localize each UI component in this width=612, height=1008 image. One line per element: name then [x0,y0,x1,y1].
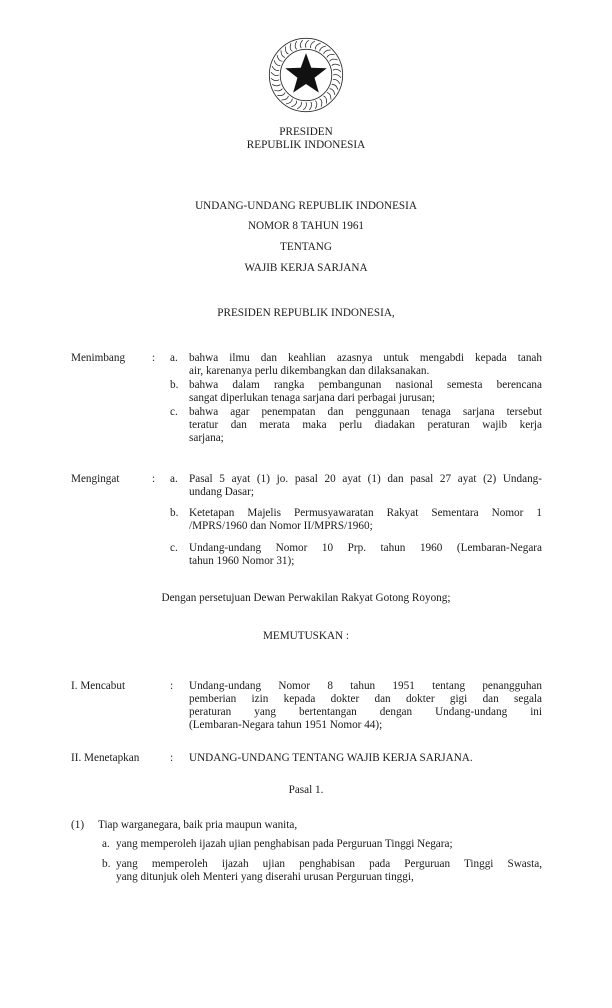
persetujuan: Dengan persetujuan Dewan Perwakilan Rakyat Gotong Royong; [161,592,451,604]
emblem-leaf [324,50,331,54]
emblem-leaf [274,89,282,91]
emblem-leaf [300,40,302,48]
emblem-leaf [305,40,308,48]
emblem-leaf [315,101,317,109]
mencabut-line-3: peraturan yang bertentangan dengan Undang-undang ini [189,706,542,718]
emblem-leaf [327,93,331,100]
menimbang-label: Menimbang [71,352,126,364]
header-republik: REPUBLIK INDONESIA [246,139,366,151]
mengingat-b-marker: b. [170,507,179,519]
emblem-leaf [277,93,285,96]
pasal-1-b-line-1: yang memperoleh ijazah ujian penghabisan pada Perguruan Tinggi Swasta, [116,858,542,870]
emblem-leaf [309,102,311,110]
menimbang-c-marker: c. [170,406,178,418]
title-line-1: UNDANG-UNDANG REPUBLIK INDONESIA [195,200,417,212]
mengingat-c-line-1: Undang-undang Nomor 10 Prp. tahun 1960 (Lembaran-Negara [189,542,542,554]
pasal-1-intro: Tiap warganegara, baik pria maupun wanita, [98,819,298,831]
menimbang-c-line-3: sarjana; [189,432,224,444]
menimbang-a-line-1: bahwa ilmu dan keahlian azasnya untuk mengabdi kepada tanah [189,352,542,364]
emblem-leaf [315,43,320,49]
emblem-leaf [330,89,335,95]
emblem-leaf [271,72,279,75]
emblem-leaf [297,102,301,109]
menimbang-b-marker: b. [170,379,179,391]
emblem-leaf [285,46,288,54]
mencabut-label: I. Mencabut [71,680,126,692]
emblem-leaf [332,64,340,66]
mengingat-a-line-1: Pasal 5 ayat (1) jo. pasal 20 ayat (1) dan pasal 27 ayat (2) Undang- [189,473,542,485]
emblem-leaf [281,96,288,100]
pasal-1-b-line-2: yang ditunjuk oleh Menteri yang diserahi urusan Perguruan tinggi, [116,871,414,883]
mencabut-line-2: pemberian izin kepada dokter dan dokter gigi dan segala [189,693,542,705]
state-emblem-icon [267,36,345,114]
header-presiden: PRESIDEN [279,126,333,138]
pasal-1-b-marker: b. [102,858,111,870]
emblem-leaf [324,96,327,104]
memutuskan: MEMUTUSKAN : [262,630,350,642]
emblem-leaf [320,46,326,51]
emblem-leaf [290,43,292,51]
emblem-leaf [277,55,282,61]
mengingat-b-line-2: /MPRS/1960 dan Nomor II/MPRS/1960; [189,520,373,532]
mengingat-b-line-1: Ketetapan Majelis Permusyawaratan Rakyat Sementara Nomor 1 [189,507,542,519]
emblem-leaf [320,99,322,107]
menimbang-b-line-1: bahwa dalam rangka pembangunan nasional semesta berencana [189,379,542,391]
emblem-leaf [295,41,297,49]
pasal-1-ayat-number: (1) [71,819,85,831]
emblem-leaf [272,66,279,70]
title-line-3: TENTANG [280,241,332,253]
emblem-leaf [303,102,306,110]
menetapkan-colon: : [170,752,174,764]
emblem-leaf [272,84,280,86]
emblem-leaf [330,59,338,61]
mengingat-a-line-2: undang Dasar; [189,486,254,498]
menimbang-colon: : [152,352,156,364]
pasal-1-a-marker: a. [102,838,110,850]
pasal-1-a-line-1: yang memperoleh ijazah ujian penghabisan pada Perguruan Tinggi Negara; [116,838,453,850]
pasal-1-heading: Pasal 1. [288,784,324,796]
mengingat-colon: : [152,473,156,485]
menimbang-c-line-1: bahwa agar penempatan dan penggunaan tenaga sarjana tersebut [189,406,542,418]
emblem-leaf [333,69,341,71]
emblem-leaf [327,54,335,57]
emblem-leaf [281,50,285,57]
emblem-leaf [274,60,280,65]
preamble: PRESIDEN REPUBLIK INDONESIA, [217,307,395,319]
emblem-leaf [311,41,315,48]
menetapkan-label: II. Menetapkan [71,752,140,764]
mencabut-line-1: Undang-undang Nomor 8 tahun 1951 tentang penangguhan [189,680,542,692]
mencabut-line-4: (Lembaran-Negara tahun 1951 Nomor 44); [189,719,383,731]
menimbang-b-line-2: sangat diperlukan tenaga sarjana dari perbagai jurusan; [189,392,436,404]
title-line-4: WAJIB KERJA SARJANA [244,262,368,274]
menimbang-a-marker: a. [170,352,178,364]
menetapkan-text: UNDANG-UNDANG TENTANG WAJIB KERJA SARJANA. [189,752,473,764]
mengingat-c-marker: c. [170,542,178,554]
emblem-leaf [332,84,338,89]
emblem-leaf [286,99,292,104]
emblem-leaf [333,80,340,84]
mengingat-a-marker: a. [170,473,178,485]
emblem-leaf [291,101,296,107]
emblem-leaf [333,74,341,77]
mencabut-colon: : [170,680,174,692]
menimbang-a-line-2: air, karenanya perlu dikembangkan dan dilaksanakan. [189,365,430,377]
mengingat-c-line-2: tahun 1960 Nomor 31); [189,555,295,567]
mengingat-label: Mengingat [71,473,120,485]
emblem-leaf [271,78,279,80]
title-line-2: NOMOR 8 TAHUN 1961 [247,220,365,232]
menimbang-c-line-2: teratur dan merata maka perlu diadakan peraturan wajib kerja [189,419,542,431]
